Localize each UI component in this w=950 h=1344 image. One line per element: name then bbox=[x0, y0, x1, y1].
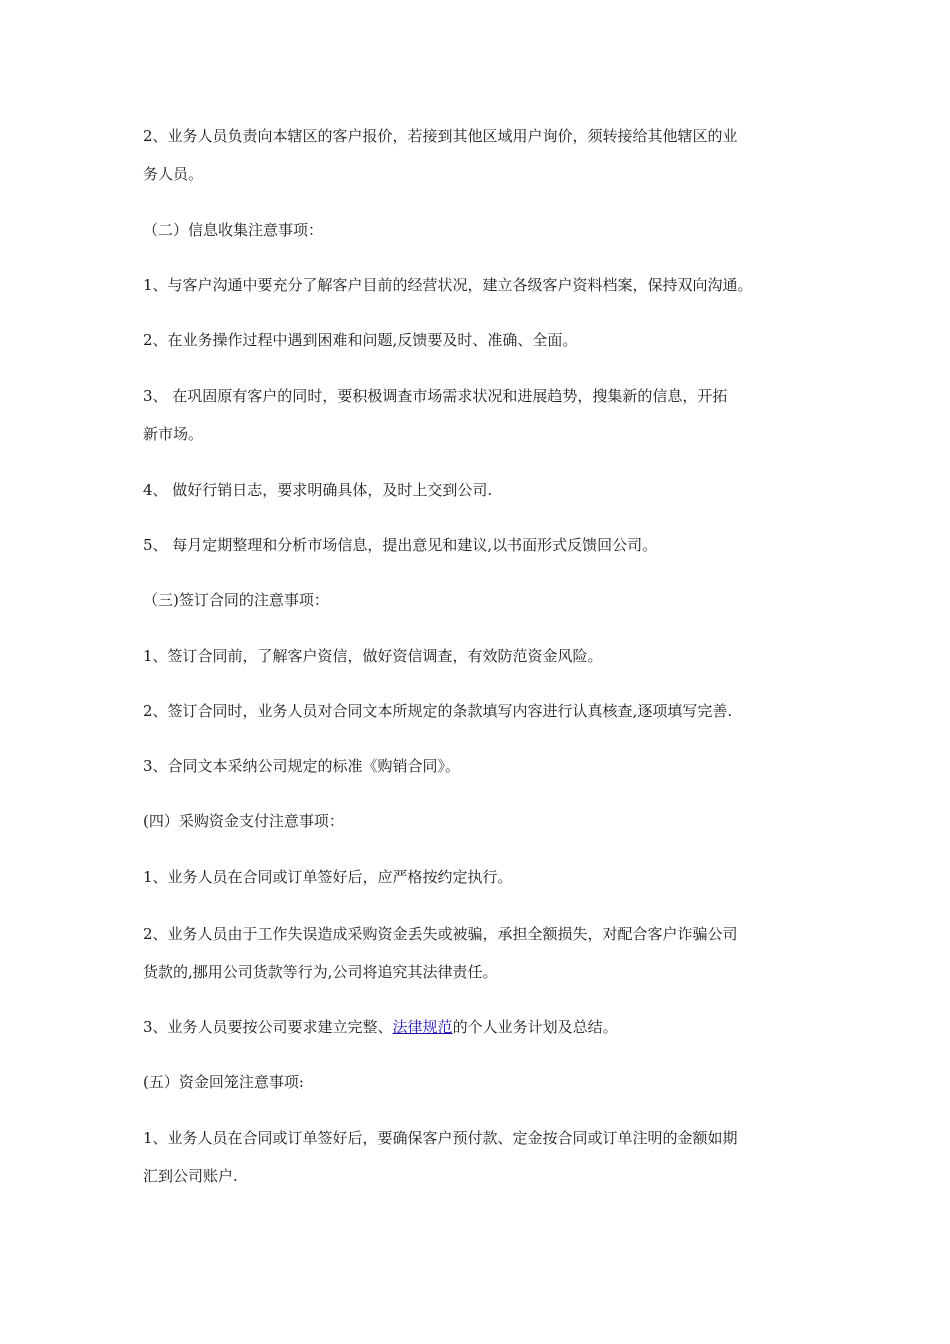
list-item bbox=[143, 377, 823, 453]
list-item bbox=[143, 915, 823, 991]
list-item: 2、在业务操作过程中遇到困难和问题,反馈要及时、准确、全面。 bbox=[143, 331, 578, 349]
list-item bbox=[143, 1119, 823, 1195]
section-heading-payment: (四）采购资金支付注意事项： bbox=[143, 812, 344, 830]
paragraph-line: 新市场。 bbox=[143, 425, 204, 443]
text-span: 的个人业务计划及总结。 bbox=[452, 1018, 618, 1036]
legal-norms-link[interactable]: 法律规范 bbox=[392, 1018, 453, 1036]
list-item bbox=[143, 1008, 823, 1046]
text-span: 3、业务人员要按公司要求建立完整、 bbox=[143, 1018, 393, 1036]
paragraph-line: 2、业务人员负责向本辖区的客户报价，若接到其他区域用户询价，须转接给其他辖区的业 bbox=[143, 127, 738, 145]
list-item: 4、 做好行销日志，要求明确具体，及时上交到公司. bbox=[143, 481, 493, 499]
section-heading-info-collection: （二）信息收集注意事项： bbox=[143, 221, 324, 239]
paragraph-line: 务人员。 bbox=[143, 165, 204, 183]
paragraph-line: 1、业务人员在合同或订单签好后，要确保客户预付款、定金按合同或订单注明的金额如期 bbox=[143, 1129, 738, 1147]
section-heading-fund-recovery: (五）资金回笼注意事项: bbox=[143, 1073, 304, 1091]
list-item: 5、 每月定期整理和分析市场信息，提出意见和建议,以书面形式反馈回公司。 bbox=[143, 536, 658, 554]
section-heading-contract: （三)签订合同的注意事项： bbox=[143, 591, 329, 609]
paragraph-2-quote-responsibility bbox=[143, 117, 823, 193]
list-item: 1、签订合同前，了解客户资信，做好资信调查，有效防范资金风险。 bbox=[143, 647, 603, 665]
paragraph-line: 2、业务人员由于工作失误造成采购资金丢失或被骗，承担全额损失，对配合客户诈骗公司 bbox=[143, 925, 738, 943]
list-item: 1、与客户沟通中要充分了解客户目前的经营状况，建立各级客户资料档案，保持双向沟通。 bbox=[143, 276, 753, 294]
paragraph-line: 3、 在巩固原有客户的同时，要积极调查市场需求状况和进展趋势，搜集新的信息，开拓 bbox=[143, 387, 728, 405]
paragraph-line: 货款的,挪用公司货款等行为,公司将追究其法律责任。 bbox=[143, 963, 498, 981]
list-item: 3、合同文本采纳公司规定的标准《购销合同》。 bbox=[143, 757, 461, 775]
paragraph-line: 汇到公司账户. bbox=[143, 1167, 238, 1185]
list-item: 2、签订合同时，业务人员对合同文本所规定的条款填写内容进行认真核查,逐项填写完善. bbox=[143, 702, 733, 720]
list-item: 1、业务人员在合同或订单签好后，应严格按约定执行。 bbox=[143, 868, 513, 886]
